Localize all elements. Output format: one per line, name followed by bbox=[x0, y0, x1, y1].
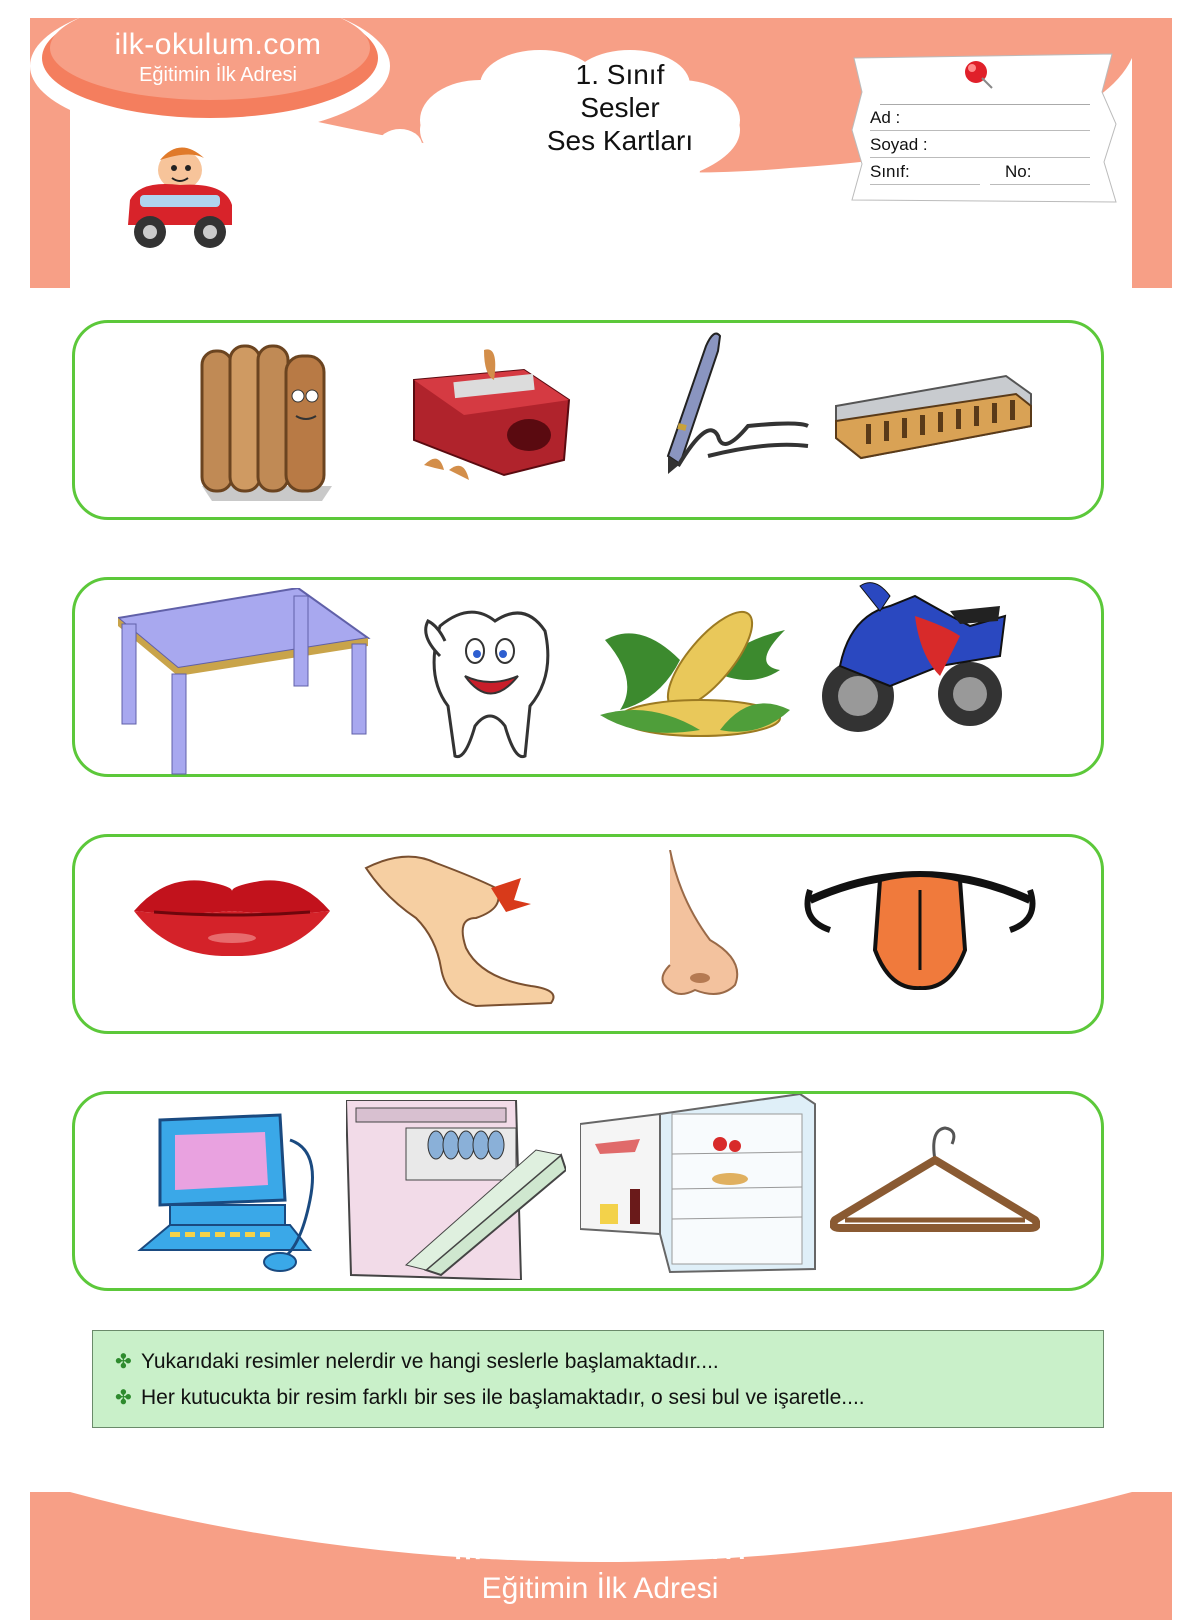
instructions-box bbox=[92, 1330, 1104, 1428]
surname-line[interactable] bbox=[870, 157, 1090, 158]
table-picture[interactable] bbox=[118, 588, 380, 778]
site-logo[interactable] bbox=[68, 28, 368, 87]
nose-picture[interactable] bbox=[650, 850, 760, 1000]
tooth-picture[interactable] bbox=[400, 596, 570, 766]
name-label: Ad : bbox=[870, 108, 901, 127]
harmonica-picture[interactable] bbox=[826, 366, 1036, 466]
site-title: ilk-okulum.com bbox=[114, 28, 322, 61]
divider bbox=[880, 104, 1090, 105]
site-subtitle: Eğitimin İlk Adresi bbox=[139, 64, 297, 86]
name-line[interactable] bbox=[870, 130, 1090, 131]
hanger-picture[interactable] bbox=[830, 1120, 1040, 1250]
page-title bbox=[500, 58, 740, 157]
surname-label: Soyad : bbox=[870, 135, 928, 154]
sharpener-picture[interactable] bbox=[404, 340, 574, 490]
clover-icon: ✤ bbox=[115, 1387, 132, 1409]
class-label: Sınıf: bbox=[870, 162, 910, 181]
title-line-grade: 1. Sınıf bbox=[575, 59, 665, 90]
cloud-bubbles bbox=[230, 160, 370, 220]
footer-site-subtitle: Eğitimin İlk Adresi bbox=[481, 1572, 719, 1605]
pen-picture[interactable] bbox=[648, 326, 818, 476]
dishwasher-picture[interactable] bbox=[346, 1100, 566, 1280]
footer-logo[interactable] bbox=[300, 1520, 900, 1606]
leg-picture[interactable] bbox=[356, 848, 566, 1010]
car-character-picture bbox=[120, 140, 240, 255]
radiator-picture[interactable] bbox=[192, 336, 342, 506]
corn-picture[interactable] bbox=[600, 600, 790, 750]
number-line[interactable] bbox=[990, 184, 1090, 185]
motorcycle-picture[interactable] bbox=[820, 576, 1010, 741]
title-line-sounds: Sesler bbox=[580, 92, 660, 123]
instruction-text-2: Her kutucukta bir resim farklı bir ses ile başlamaktadır, o sesi bul ve işaretle.... bbox=[141, 1386, 865, 1409]
footer-site-title: ilk-okulum.com bbox=[453, 1520, 747, 1569]
clover-icon: ✤ bbox=[115, 1351, 132, 1373]
refrigerator-picture[interactable] bbox=[580, 1094, 820, 1274]
computer-picture[interactable] bbox=[130, 1110, 330, 1275]
lips-picture[interactable] bbox=[134, 866, 330, 956]
tongue-picture[interactable] bbox=[800, 860, 1040, 990]
pushpin-icon bbox=[962, 58, 996, 92]
student-info-card bbox=[870, 60, 1130, 220]
class-line[interactable] bbox=[870, 184, 980, 185]
instruction-line-1 bbox=[115, 1349, 719, 1374]
title-line-cards: Ses Kartları bbox=[546, 125, 694, 156]
instruction-line-2 bbox=[115, 1385, 865, 1410]
number-label: No: bbox=[1005, 162, 1032, 181]
instruction-text-1: Yukarıdaki resimler nelerdir ve hangi seslerle başlamaktadır.... bbox=[141, 1350, 719, 1373]
